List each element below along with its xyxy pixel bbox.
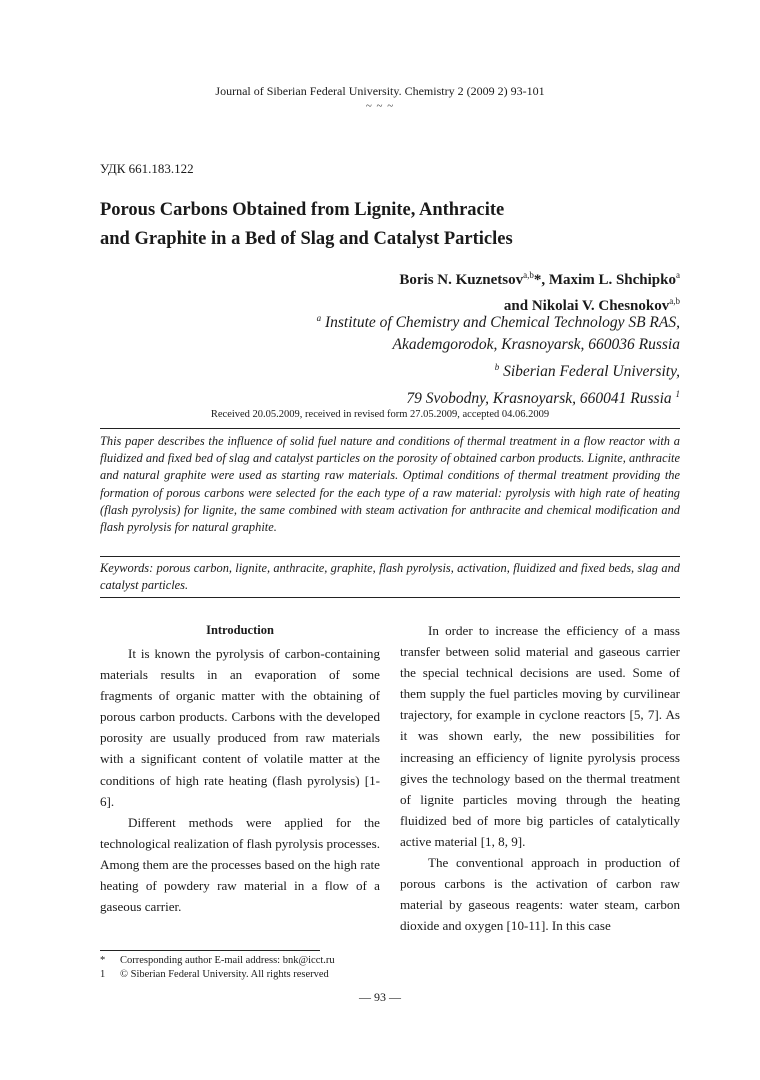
author-1-star: * [533,272,542,288]
author-2-name: Maxim L. Shchipko [548,272,676,288]
affil-b-note: 1 [675,389,680,400]
journal-header: Journal of Siberian Federal University. Chemistry 2 (2009 2) 93-101 [215,84,545,98]
left-paragraph-1: It is known the pyrolysis of carbon-containing materials results in an evaporation of some fragments of organic matter with the obtaining of porous carbon products. Carbons with the developed porosity are usually produced from raw materials with a significant content of volatile matter at the conditions of high rate heating (flash pyrolysis) [1-6]. [100,646,380,809]
rule-above-abstract [100,428,680,429]
received-dates: Received 20.05.2009, received in revised form 27.05.2009, accepted 04.06.2009 [210,409,550,420]
rule-below-keywords [100,597,680,598]
affil-b-line2: 79 Svobodny, Krasnoyarsk, 660041 Russia [406,390,672,408]
author-1-name: Boris N. Kuznetsov [399,272,524,288]
udk-code: УДК 661.183.122 [100,161,194,176]
footnote-1-text: Corresponding author E-mail address: bnk@icct.ru [120,955,335,966]
affiliations [317,307,680,410]
left-paragraph-2: Different methods were applied for the technological realization of flash pyrolysis processes. Among them are the processes based on the high rate heating of powdery raw material in a flow of a gaseous carrier. [100,814,380,915]
author-3-affil: a,b [669,296,680,306]
affil-a-mark: a [316,313,322,323]
section-heading-introduction: Introduction [206,623,274,637]
rule-above-keywords [100,556,680,557]
title-line-2: and Graphite in a Bed of Slag and Catalyst Particles [100,229,513,249]
author-3-name: and Nikolai V. Chesnokov [503,298,670,314]
author-1-affil: a,b [523,270,534,280]
affil-a-line1: Institute of Chemistry and Chemical Technology SB RAS, [324,314,680,332]
paper-title [100,196,660,254]
footnote-1-mark: * [100,955,106,966]
right-column [400,620,680,936]
author-2-affil: a [676,270,680,280]
abstract: This paper describes the influence of solid fuel nature and conditions of thermal treatment in a flow reactor with a fluidized and fixed bed of slag and catalyst particles on the porosity of obtained carbon products. Lignite, anthracite and natural graphite were used as starting raw materials. Optimal conditions of thermal treatment providing the formation of porous carbons were selected for the each type of a raw material: pyrolysis with high rate of heating (flash pyrolysis) for lignite, the same combined with steam activation for anthracite and chemical modification and flash pyrolysis for natural graphite. [100,434,680,535]
header-ornament: ~ ~ ~ [365,100,395,112]
footnote-rule [100,950,320,951]
right-paragraph-2: The conventional approach in production of porous carbons is the activation of carbon raw material by gaseous reagents: water steam, carbon dioxide and oxygen [10-11]. In this case [400,855,680,934]
footnote-corresponding [100,954,335,968]
affil-b-mark: b [494,362,500,373]
affil-a-line2: Akademgorodok, Krasnoyarsk, 660036 Russia [392,336,680,354]
right-paragraph-1: In order to increase the efficiency of a mass transfer between solid material and gaseous carrier the special technical decisions are used. Some of them supply the fuel particles moving by curvilinear trajectory, for example in cyclone reactors [5, 7]. As it was shown early, the new possibilities for increasing an efficiency of lignite pyrolysis process gives the technology based on the thermal treatment of lignite particles moving through the heating fluidized bed of more big particles of catalytically active material [1, 8, 9]. [400,623,680,849]
page-number: — 93 — [359,990,401,1004]
author-list: Boris N. Kuznetsov$^{a,b}$*, Maxim L. Shchipko$^a$ and Nikolai V. Chesnokov$^{a,b}$ [399,270,680,314]
keywords: Keywords: porous carbon, lignite, anthracite, graphite, flash pyrolysis, activation, fluidized and fixed beds, slag and catalyst particles. [100,561,680,593]
footnote-copyright [100,968,329,982]
affil-b-line1: Siberian Federal University, [503,363,680,381]
title-line-1: Porous Carbons Obtained from Lignite, Anthracite [100,200,505,220]
left-column [100,620,380,917]
footnote-2-text: © Siberian Federal University. All rights reserved [120,969,329,980]
footnote-2-mark: 1 [100,969,106,980]
